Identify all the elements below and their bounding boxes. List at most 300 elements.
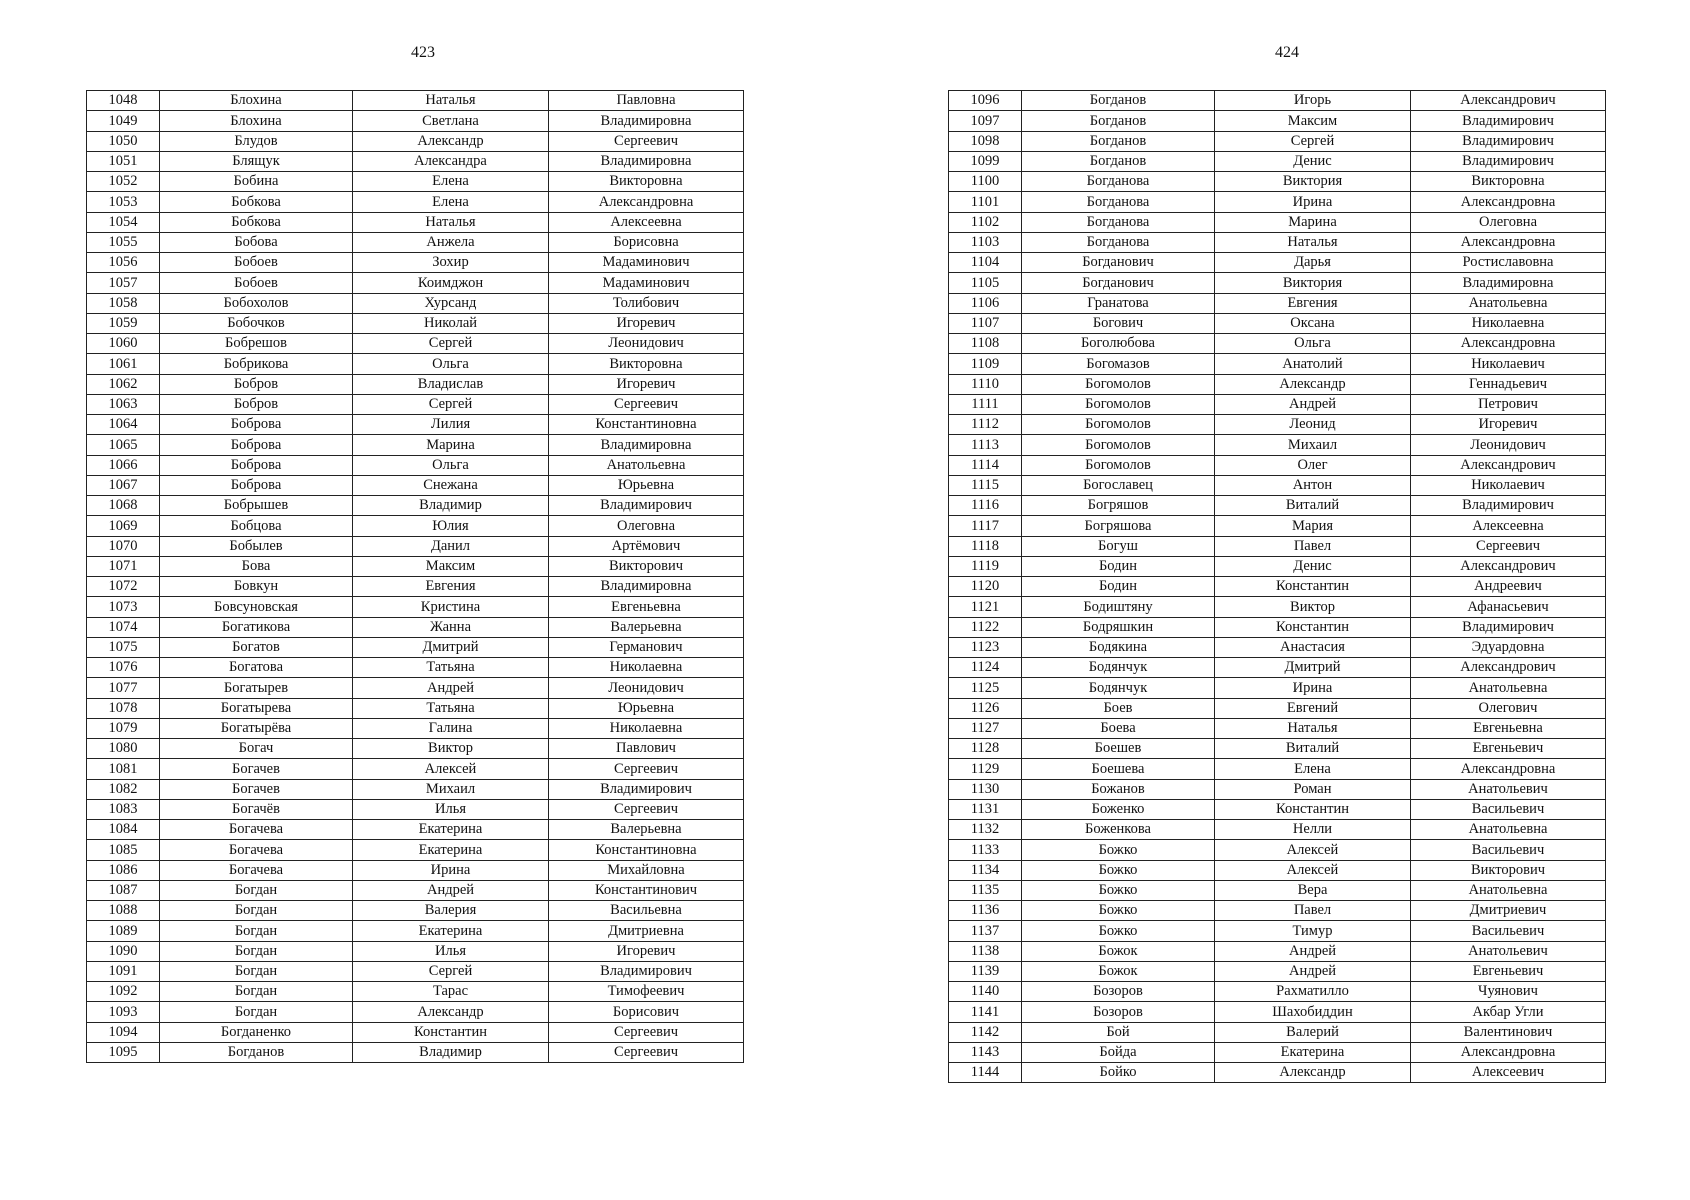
last-name-cell: Бодиштяну (1022, 597, 1215, 617)
first-name-cell: Сергей (353, 394, 549, 414)
table-row (87, 232, 744, 252)
first-name-cell: Константин (1215, 577, 1411, 597)
patronymic-cell: Викторович (549, 556, 744, 576)
first-name-cell: Евгений (1215, 698, 1411, 718)
patronymic-cell: Анатольевна (1411, 820, 1606, 840)
patronymic-cell: Константиновна (549, 840, 744, 860)
last-name-cell: Боева (1022, 718, 1215, 738)
patronymic-cell: Сергеевич (549, 1042, 744, 1062)
table-row (87, 901, 744, 921)
patronymic-cell: Викторовна (549, 172, 744, 192)
first-name-cell: Наталья (1215, 718, 1411, 738)
table-row (87, 354, 744, 374)
first-name-cell: Вера (1215, 880, 1411, 900)
table-row (87, 698, 744, 718)
table-row (87, 151, 744, 171)
row-number-cell: 1049 (87, 111, 160, 131)
table-row (949, 496, 1606, 516)
row-number-cell: 1142 (949, 1022, 1022, 1042)
patronymic-cell: Борисовна (549, 232, 744, 252)
row-number-cell: 1135 (949, 880, 1022, 900)
last-name-cell: Бовкун (160, 577, 353, 597)
first-name-cell: Владислав (353, 374, 549, 394)
table-row (87, 91, 744, 111)
first-name-cell: Евгения (1215, 293, 1411, 313)
patronymic-cell: Сергеевич (549, 799, 744, 819)
last-name-cell: Бозоров (1022, 1002, 1215, 1022)
first-name-cell: Алексей (1215, 840, 1411, 860)
patronymic-cell: Алексеевич (1411, 1063, 1606, 1083)
last-name-cell: Бобоев (160, 273, 353, 293)
table-row (87, 880, 744, 900)
last-name-cell: Богданенко (160, 1022, 353, 1042)
last-name-cell: Богданов (1022, 131, 1215, 151)
last-name-cell: Богданов (1022, 111, 1215, 131)
last-name-cell: Богатырёва (160, 718, 353, 738)
last-name-cell: Боженко (1022, 799, 1215, 819)
row-number-cell: 1078 (87, 698, 160, 718)
patronymic-cell: Сергеевич (549, 759, 744, 779)
table-row (87, 334, 744, 354)
first-name-cell: Данил (353, 536, 549, 556)
row-number-cell: 1068 (87, 496, 160, 516)
last-name-cell: Бобоев (160, 253, 353, 273)
first-name-cell: Владимир (353, 496, 549, 516)
table-row (949, 151, 1606, 171)
patronymic-cell: Николаевна (549, 658, 744, 678)
table-row (949, 658, 1606, 678)
first-name-cell: Михаил (1215, 435, 1411, 455)
row-number-cell: 1100 (949, 172, 1022, 192)
patronymic-cell: Эдуардовна (1411, 637, 1606, 657)
patronymic-cell: Владимировна (549, 111, 744, 131)
patronymic-cell: Игоревич (549, 941, 744, 961)
first-name-cell: Денис (1215, 556, 1411, 576)
last-name-cell: Бозоров (1022, 982, 1215, 1002)
last-name-cell: Богданова (1022, 232, 1215, 252)
row-number-cell: 1141 (949, 1002, 1022, 1022)
right-page (845, 0, 1690, 1200)
first-name-cell: Виктория (1215, 172, 1411, 192)
row-number-cell: 1089 (87, 921, 160, 941)
first-name-cell: Павел (1215, 901, 1411, 921)
table-row (949, 759, 1606, 779)
last-name-cell: Божок (1022, 941, 1215, 961)
row-number-cell: 1053 (87, 192, 160, 212)
patronymic-cell: Ростиславовна (1411, 253, 1606, 273)
patronymic-cell: Игоревич (549, 313, 744, 333)
table-row (949, 941, 1606, 961)
row-number-cell: 1069 (87, 516, 160, 536)
last-name-cell: Бовсуновская (160, 597, 353, 617)
last-name-cell: Богряшов (1022, 496, 1215, 516)
last-name-cell: Боголюбова (1022, 334, 1215, 354)
row-number-cell: 1126 (949, 698, 1022, 718)
patronymic-cell: Акбар Угли (1411, 1002, 1606, 1022)
first-name-cell: Александр (353, 1002, 549, 1022)
table-row (87, 455, 744, 475)
table-row (949, 678, 1606, 698)
patronymic-cell: Петрович (1411, 394, 1606, 414)
first-name-cell: Андрей (1215, 941, 1411, 961)
table-row (87, 982, 744, 1002)
last-name-cell: Божко (1022, 860, 1215, 880)
table-row (87, 1022, 744, 1042)
row-number-cell: 1052 (87, 172, 160, 192)
patronymic-cell: Васильевич (1411, 921, 1606, 941)
patronymic-cell: Евгеньевна (1411, 718, 1606, 738)
row-number-cell: 1085 (87, 840, 160, 860)
last-name-cell: Бодякина (1022, 637, 1215, 657)
first-name-cell: Николай (353, 313, 549, 333)
last-name-cell: Богданова (1022, 172, 1215, 192)
last-name-cell: Блящук (160, 151, 353, 171)
patronymic-cell: Александровна (1411, 759, 1606, 779)
first-name-cell: Елена (353, 172, 549, 192)
patronymic-cell: Мадаминович (549, 273, 744, 293)
patronymic-cell: Александрович (1411, 455, 1606, 475)
patronymic-cell: Анатольевна (1411, 293, 1606, 313)
last-name-cell: Бойда (1022, 1042, 1215, 1062)
table-row (949, 435, 1606, 455)
first-name-cell: Оксана (1215, 313, 1411, 333)
row-number-cell: 1057 (87, 273, 160, 293)
table-row (87, 759, 744, 779)
patronymic-cell: Игоревич (549, 374, 744, 394)
first-name-cell: Ирина (1215, 678, 1411, 698)
first-name-cell: Михаил (353, 779, 549, 799)
last-name-cell: Божко (1022, 880, 1215, 900)
row-number-cell: 1106 (949, 293, 1022, 313)
last-name-cell: Богатов (160, 637, 353, 657)
row-number-cell: 1107 (949, 313, 1022, 333)
patronymic-cell: Евгеньевич (1411, 739, 1606, 759)
patronymic-cell: Владимирович (1411, 131, 1606, 151)
row-number-cell: 1144 (949, 1063, 1022, 1083)
table-row (949, 536, 1606, 556)
patronymic-cell: Васильевна (549, 901, 744, 921)
first-name-cell: Ирина (353, 860, 549, 880)
row-number-cell: 1138 (949, 941, 1022, 961)
table-row (87, 475, 744, 495)
row-number-cell: 1065 (87, 435, 160, 455)
row-number-cell: 1066 (87, 455, 160, 475)
patronymic-cell: Константиновна (549, 415, 744, 435)
patronymic-cell: Владимировна (549, 435, 744, 455)
first-name-cell: Наталья (353, 91, 549, 111)
last-name-cell: Бодин (1022, 556, 1215, 576)
patronymic-cell: Владимировна (549, 151, 744, 171)
row-number-cell: 1096 (949, 91, 1022, 111)
last-name-cell: Бобров (160, 374, 353, 394)
first-name-cell: Наталья (353, 212, 549, 232)
row-number-cell: 1073 (87, 597, 160, 617)
table-row (949, 253, 1606, 273)
table-row (87, 496, 744, 516)
row-number-cell: 1092 (87, 982, 160, 1002)
table-row (949, 91, 1606, 111)
row-number-cell: 1086 (87, 860, 160, 880)
patronymic-cell: Тимофеевич (549, 982, 744, 1002)
patronymic-cell: Валерьевна (549, 617, 744, 637)
last-name-cell: Богомолов (1022, 435, 1215, 455)
row-number-cell: 1103 (949, 232, 1022, 252)
patronymic-cell: Сергеевич (549, 1022, 744, 1042)
last-name-cell: Богдан (160, 961, 353, 981)
table-row (949, 556, 1606, 576)
table-row (949, 232, 1606, 252)
first-name-cell: Валерия (353, 901, 549, 921)
patronymic-cell: Игоревич (1411, 415, 1606, 435)
table-row (87, 860, 744, 880)
first-name-cell: Виктор (353, 739, 549, 759)
row-number-cell: 1099 (949, 151, 1022, 171)
patronymic-cell: Владимирович (549, 779, 744, 799)
first-name-cell: Сергей (353, 334, 549, 354)
patronymic-cell: Васильевич (1411, 840, 1606, 860)
row-number-cell: 1115 (949, 475, 1022, 495)
table-row (949, 820, 1606, 840)
last-name-cell: Бобцова (160, 516, 353, 536)
first-name-cell: Константин (1215, 617, 1411, 637)
last-name-cell: Богославец (1022, 475, 1215, 495)
row-number-cell: 1124 (949, 658, 1022, 678)
first-name-cell: Екатерина (353, 820, 549, 840)
row-number-cell: 1134 (949, 860, 1022, 880)
patronymic-cell: Владимирович (1411, 111, 1606, 131)
table-row (87, 961, 744, 981)
table-row (949, 516, 1606, 536)
first-name-cell: Антон (1215, 475, 1411, 495)
table-row (949, 273, 1606, 293)
row-number-cell: 1059 (87, 313, 160, 333)
table-row (949, 901, 1606, 921)
table-row (949, 718, 1606, 738)
patronymic-cell: Владимирович (1411, 496, 1606, 516)
row-number-cell: 1110 (949, 374, 1022, 394)
first-name-cell: Анжела (353, 232, 549, 252)
table-row (87, 779, 744, 799)
row-number-cell: 1094 (87, 1022, 160, 1042)
last-name-cell: Богданович (1022, 253, 1215, 273)
page-number: 424 (1275, 44, 1299, 61)
table-row (949, 293, 1606, 313)
last-name-cell: Богомолов (1022, 394, 1215, 414)
first-name-cell: Александр (1215, 374, 1411, 394)
table-row (87, 556, 744, 576)
first-name-cell: Екатерина (353, 840, 549, 860)
row-number-cell: 1102 (949, 212, 1022, 232)
table-row (949, 597, 1606, 617)
row-number-cell: 1071 (87, 556, 160, 576)
row-number-cell: 1125 (949, 678, 1022, 698)
last-name-cell: Боброва (160, 415, 353, 435)
page-number: 423 (411, 44, 435, 61)
table-row (949, 698, 1606, 718)
first-name-cell: Александр (1215, 1063, 1411, 1083)
last-name-cell: Богач (160, 739, 353, 759)
patronymic-cell: Александровна (1411, 334, 1606, 354)
patronymic-cell: Константинович (549, 880, 744, 900)
first-name-cell: Илья (353, 941, 549, 961)
patronymic-cell: Павлович (549, 739, 744, 759)
first-name-cell: Лилия (353, 415, 549, 435)
patronymic-cell: Леонидович (549, 334, 744, 354)
first-name-cell: Шахобиддин (1215, 1002, 1411, 1022)
patronymic-cell: Алексеевна (1411, 516, 1606, 536)
row-number-cell: 1050 (87, 131, 160, 151)
patronymic-cell: Викторовна (549, 354, 744, 374)
first-name-cell: Рахматилло (1215, 982, 1411, 1002)
last-name-cell: Боешева (1022, 759, 1215, 779)
patronymic-cell: Дмитриевна (549, 921, 744, 941)
patronymic-cell: Николаевна (549, 718, 744, 738)
patronymic-cell: Владимировна (549, 577, 744, 597)
table-row (87, 1042, 744, 1062)
table-row (87, 273, 744, 293)
row-number-cell: 1098 (949, 131, 1022, 151)
first-name-cell: Виктория (1215, 273, 1411, 293)
first-name-cell: Алексей (1215, 860, 1411, 880)
last-name-cell: Бобылев (160, 536, 353, 556)
patronymic-cell: Николаевич (1411, 354, 1606, 374)
patronymic-cell: Александрович (1411, 91, 1606, 111)
table-row (87, 597, 744, 617)
name-list-table (86, 90, 744, 1063)
first-name-cell: Виталий (1215, 739, 1411, 759)
last-name-cell: Бодряшкин (1022, 617, 1215, 637)
row-number-cell: 1095 (87, 1042, 160, 1062)
last-name-cell: Богомолов (1022, 374, 1215, 394)
last-name-cell: Бобрышев (160, 496, 353, 516)
first-name-cell: Екатерина (1215, 1042, 1411, 1062)
row-number-cell: 1101 (949, 192, 1022, 212)
table-row (949, 617, 1606, 637)
row-number-cell: 1082 (87, 779, 160, 799)
last-name-cell: Богачева (160, 840, 353, 860)
last-name-cell: Блохина (160, 111, 353, 131)
table-row (949, 1022, 1606, 1042)
last-name-cell: Богданов (1022, 151, 1215, 171)
first-name-cell: Зохир (353, 253, 549, 273)
last-name-cell: Бобова (160, 232, 353, 252)
table-row (87, 820, 744, 840)
last-name-cell: Богданов (1022, 91, 1215, 111)
last-name-cell: Бобкова (160, 192, 353, 212)
last-name-cell: Бойко (1022, 1063, 1215, 1083)
last-name-cell: Божко (1022, 901, 1215, 921)
table-row (87, 172, 744, 192)
row-number-cell: 1083 (87, 799, 160, 819)
table-row (949, 334, 1606, 354)
table-row (949, 739, 1606, 759)
last-name-cell: Богомолов (1022, 455, 1215, 475)
last-name-cell: Богачев (160, 779, 353, 799)
first-name-cell: Константин (353, 1022, 549, 1042)
patronymic-cell: Афанасьевич (1411, 597, 1606, 617)
table-row (87, 536, 744, 556)
patronymic-cell: Толибович (549, 293, 744, 313)
table-row (87, 1002, 744, 1022)
first-name-cell: Галина (353, 718, 549, 738)
table-row (87, 658, 744, 678)
first-name-cell: Ирина (1215, 192, 1411, 212)
patronymic-cell: Владимирович (1411, 151, 1606, 171)
row-number-cell: 1117 (949, 516, 1022, 536)
row-number-cell: 1108 (949, 334, 1022, 354)
row-number-cell: 1074 (87, 617, 160, 637)
last-name-cell: Божко (1022, 840, 1215, 860)
first-name-cell: Роман (1215, 779, 1411, 799)
row-number-cell: 1143 (949, 1042, 1022, 1062)
table-row (949, 799, 1606, 819)
first-name-cell: Сергей (1215, 131, 1411, 151)
row-number-cell: 1129 (949, 759, 1022, 779)
name-list-table (948, 90, 1606, 1083)
first-name-cell: Владимир (353, 1042, 549, 1062)
first-name-cell: Игорь (1215, 91, 1411, 111)
row-number-cell: 1121 (949, 597, 1022, 617)
row-number-cell: 1128 (949, 739, 1022, 759)
row-number-cell: 1063 (87, 394, 160, 414)
last-name-cell: Богатырева (160, 698, 353, 718)
table-row (87, 415, 744, 435)
patronymic-cell: Борисович (549, 1002, 744, 1022)
first-name-cell: Нелли (1215, 820, 1411, 840)
first-name-cell: Максим (353, 556, 549, 576)
table-row (949, 415, 1606, 435)
first-name-cell: Леонид (1215, 415, 1411, 435)
last-name-cell: Боешев (1022, 739, 1215, 759)
first-name-cell: Хурсанд (353, 293, 549, 313)
last-name-cell: Боброва (160, 455, 353, 475)
row-number-cell: 1061 (87, 354, 160, 374)
first-name-cell: Дарья (1215, 253, 1411, 273)
patronymic-cell: Валентинович (1411, 1022, 1606, 1042)
patronymic-cell: Германович (549, 637, 744, 657)
first-name-cell: Кристина (353, 597, 549, 617)
patronymic-cell: Евгеньевна (549, 597, 744, 617)
table-row (949, 475, 1606, 495)
first-name-cell: Татьяна (353, 698, 549, 718)
first-name-cell: Юлия (353, 516, 549, 536)
last-name-cell: Богуш (1022, 536, 1215, 556)
patronymic-cell: Николаевич (1411, 475, 1606, 495)
table-row (87, 374, 744, 394)
row-number-cell: 1136 (949, 901, 1022, 921)
table-row (87, 799, 744, 819)
row-number-cell: 1072 (87, 577, 160, 597)
patronymic-cell: Юрьевна (549, 698, 744, 718)
row-number-cell: 1104 (949, 253, 1022, 273)
row-number-cell: 1048 (87, 91, 160, 111)
patronymic-cell: Сергеевич (1411, 536, 1606, 556)
patronymic-cell: Александровна (1411, 232, 1606, 252)
patronymic-cell: Александрович (1411, 658, 1606, 678)
patronymic-cell: Викторовна (1411, 172, 1606, 192)
row-number-cell: 1081 (87, 759, 160, 779)
table-row (87, 394, 744, 414)
row-number-cell: 1133 (949, 840, 1022, 860)
patronymic-cell: Владимировна (1411, 273, 1606, 293)
row-number-cell: 1130 (949, 779, 1022, 799)
row-number-cell: 1055 (87, 232, 160, 252)
patronymic-cell: Артёмович (549, 536, 744, 556)
table-row (87, 293, 744, 313)
table-row (949, 394, 1606, 414)
first-name-cell: Алексей (353, 759, 549, 779)
patronymic-cell: Олегович (1411, 698, 1606, 718)
